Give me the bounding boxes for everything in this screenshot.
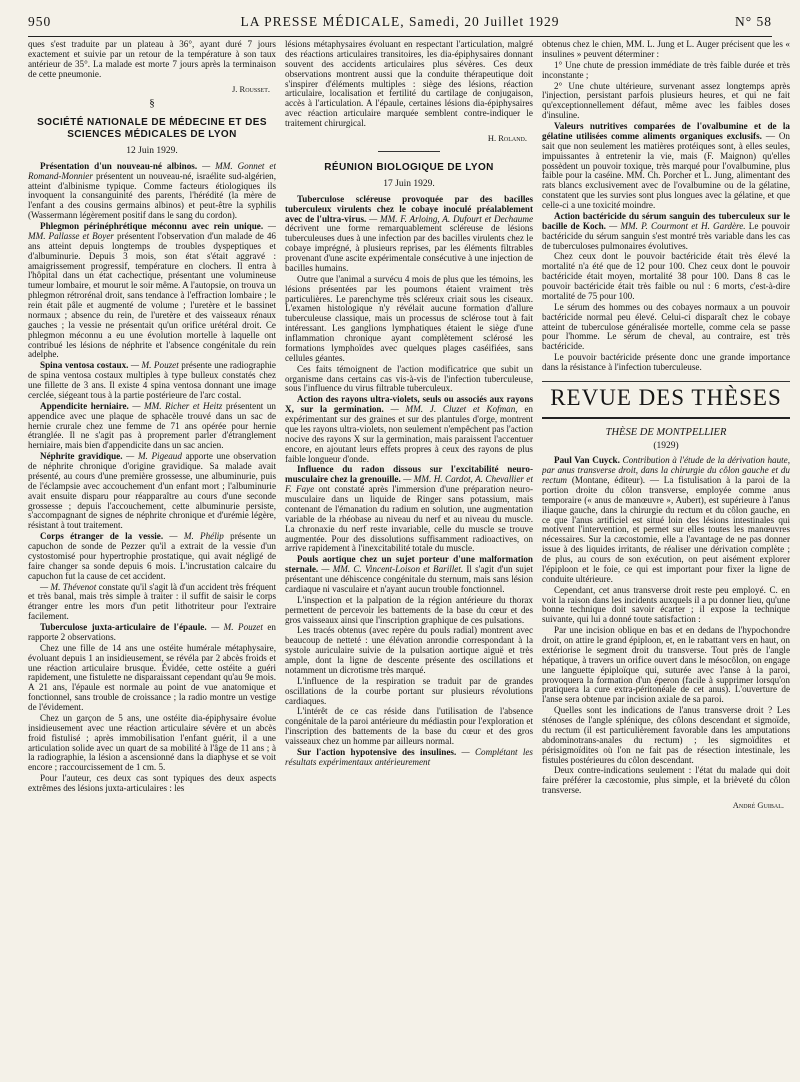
thesis-place: THÈSE DE MONTPELLIER <box>605 426 727 438</box>
paragraph-authors: — M. Pouzet <box>128 360 179 371</box>
society-date: 17 Juin 1929. <box>383 178 435 189</box>
paragraph-heading: Spina ventosa costaux. <box>40 360 129 371</box>
paragraph-text: en rapporte 2 observations. <box>28 622 276 642</box>
paragraph-text: présente un capuchon de sonde de Pezzer qu'il a extrait de la vessie d'un cystostomisé pour hypertrophie prostatique, qui avait négligé de faire changer sa sonde depuis 6 mois. L'incrustation calcaire du capuchon fut la cause de cet accident. <box>28 531 276 581</box>
running-header <box>28 8 772 37</box>
article-continuation: lésions métaphysaires évoluant en respectant l'articulation, malgré des réactions articulaires transitoires, les dia-épiphysaires donnant souvent des accidents articulaires plus sévères. Ces deux observations montrent aussi que la conduite thérapeutique doit s'inspirer d'éléments multiples : siège des lésions, réaction articulaire, localisation et fertilité du cartilage de conjugaison, accès à l'articulation. A l'épaule, certaines lésions dia-épiphysaires avec réaction articulaire marquée semblent contre-indiquer le traitement chirurgical. <box>285 40 533 128</box>
paragraph-text: (Montane, éditeur). — La fistulisation à la paroi de la portion droite du côlon transverse, employée comme anus temporaire (« anus de manœuvre », Aubert), est supérieure à l'anus iliaque gauche, dans la chirurgie du rectum et du côlon gauche, en ce que l'anus artificiel est situé loin des lésions intestinales qui motivent l'intervention, et permet sur elles toutes les manœuvres nécessaires. Sur la cæcostomie, elle a l'avantage de ne pas donner issue à des liquides irritants, de réaliser une dérivation complète ; de plus, au cours de son exécution, on peut aisément explorer l'épiploon et le foie, ce qui est important pour fixer la ligne de conduite ultérieure. <box>542 475 790 584</box>
paragraph-text: présentent un appendice avec une plaque de sphacèle trouvé dans un sac de hernie crurale chez une femme de 71 ans opérée pour hernie étranglée. Il ne s'agit pas à proprement parler d'étranglement herniaire, mais bien d'appendicite dans un sac ancien. <box>28 400 276 451</box>
paragraph-text: présente une radiographie de spina ventosa costaux multiples à type bulleux constatés chez une fillette de 3 ans. Il existe 4 spina ventosa donnant une image cerclée, siégeant tous à la partie postérieure de l'arc costal. <box>28 360 276 400</box>
paragraph <box>28 774 276 794</box>
ornament: § <box>149 96 155 109</box>
paragraph <box>285 195 533 274</box>
paragraph-text: Le sérum des hommes ou des cobayes normaux a un pouvoir bactéricide normal peu élevé. Celui-ci disparaît chez le cobaye atteint de tuberculose généralisée mortelle, comme cela se passe pour l'homme. Le sérum de cheval, au contraire, est très bactéricide. <box>542 301 790 352</box>
paragraph-heading: Corps étranger de la vessie. <box>40 531 164 542</box>
paragraph-text: 2° Une chute ultérieure, survenant assez longtemps après l'injection, persistant parfois plusieurs heures, et qui ne fait qu'exceptionnellement défaut, même avec les faibles doses d'insuline. <box>542 80 790 121</box>
paragraph-text: présentent l'observation d'un malade de 46 ans atteint depuis longtemps de troubles dyspeptiques et d'albuminurie. Depuis 3 mois, son état s'était aggravé : amaigrissement progressif, température en clochers. Il entra à l'hôpital dans un état cachectique, présentant une volumineuse tumeur lombaire, et mourut le soir même. A l'autopsie, on trouva un phlegmon rétrorénal droit, sans tendance à l'effraction lombaire ; le rein était pâle et augmenté de volume ; l'uretère et le bassinet normaux ; absence du rein, de l'uretère et des vaisseaux rénaux gauches ; la vessie ne présentait qu'un orifice urétéral droit. Ce phlegmon méconnu a eu une évolution mortelle à laquelle ont contribué les lésions de néphrite et l'absence congénitale du rein adelphe. <box>28 230 276 360</box>
paragraph <box>542 456 790 584</box>
paragraph-heading: Valeurs nutritives comparées de l'ovalbumine et de la gélatine utilisées comme aliments organiques exclusifs. <box>542 121 790 141</box>
paragraph-authors: — Complétant les résultats expérimentaux antérieurement <box>285 746 533 767</box>
paragraph <box>542 766 790 796</box>
paragraph-authors: — M. Thévenot <box>40 581 97 592</box>
paragraph-list <box>542 40 790 373</box>
paragraph-text: Il s'agit d'un sujet présentant une déhiscence congénitale du sternum, mais sans lésion cardiaque ni vasculaire et n'ayant aucun trouble fonctionnel. <box>285 564 533 594</box>
paragraph-text: Pour l'auteur, ces deux cas sont typiques des deux aspects extrêmes des lésions juxta-articulaires : les <box>28 773 276 794</box>
paragraph-heading: Tuberculose juxta-articulaire de l'épaule. <box>40 622 207 633</box>
paragraph-authors: Contribution à l'étude de la dérivation haute, par anus transverse droit, dans la chirurgie du côlon gauche et du rectum <box>542 455 790 486</box>
paragraph <box>285 707 533 747</box>
column-1 <box>28 40 276 1078</box>
paragraph-text: Cependant, cet anus transverse droit reste peu employé. C. en voit la raison dans les incidents auxquels il a pu donner lieu, qu'une bonne technique doit savoir écarter ; il expose la technique suivante, qui lui a donné toute satisfaction : <box>542 584 790 625</box>
paragraph-text: Le pouvoir bactéricide présente donc une grande importance dans la résistance à l'infection tuberculeuse. <box>542 352 790 372</box>
paragraph-heading: Phlegmon périnéphrétique méconnu avec rein unique. <box>40 221 264 232</box>
paragraph-heading: Action des rayons ultra-violets, seuls ou associés aux rayons X, sur la germination. <box>285 394 533 415</box>
paragraph-heading: Paul Van Cuyck. <box>554 455 620 466</box>
paragraph <box>542 626 790 705</box>
paragraph-authors: — MM. Gonnet et Romand-Monnier <box>28 160 276 181</box>
society-date: 12 Juin 1929. <box>126 145 178 156</box>
paragraph <box>28 623 276 643</box>
paragraph-list <box>285 195 533 768</box>
paragraph <box>285 555 533 595</box>
divider <box>378 151 440 152</box>
paragraph-authors: — M. Phélip <box>163 531 224 542</box>
review-title: REVUE DES THÈSES <box>550 384 782 410</box>
paragraph <box>285 677 533 707</box>
paragraph-text: Deux contre-indications seulement : l'état du malade qui doit faire préférer la cæcostomie, plus simple, et la brièveté du côlon transverse. <box>542 765 790 796</box>
paragraph <box>542 706 790 765</box>
paragraph <box>542 122 790 211</box>
paragraph-authors: — MM. C. Vincent-Loison et Barillet. <box>318 564 464 575</box>
divider <box>542 381 790 382</box>
paragraph-text: 1° Une chute de pression immédiate de très faible durée et très inconstante ; <box>542 59 790 80</box>
paragraph <box>285 748 533 768</box>
paragraph <box>285 596 533 626</box>
paragraph-authors: — MM. F. Arloing, A. Dufourt et Dechaume <box>366 213 533 224</box>
society-title: RÉUNION BIOLOGIQUE DE LYON <box>324 162 494 174</box>
paragraph-authors: — M. Pigeaud <box>122 451 182 462</box>
paragraph <box>542 586 790 626</box>
paragraph <box>28 162 276 221</box>
paragraph-heading: Sur l'action hypotensive des insulines. <box>297 746 457 757</box>
paragraph-text: Chez une fille de 14 ans une ostéite humérale métaphysaire, évoluant depuis 1 an insidieusement, se révéla par 2 abcès froids et une réaction articulaire brusque. Évidée, cette ostéite a guéri rapidement, une fistulette ne disparaissant cependant qu'au 9e mois. A 21 ans, l'épaule est normale au point de vue anatomique et fonctionnel, sans trouble de croissance ; la radio montre un vestige de l'évidement. <box>28 642 276 713</box>
paragraph <box>285 465 533 554</box>
paragraph-heading: Influence du radon dissous sur l'excitabilité neuro-musculaire chez la grenouille. <box>285 464 533 485</box>
paragraph <box>28 532 276 581</box>
paragraph-text: en expérimentant sur des graines et sur des plantules d'orge, montrent que les rayons ultra-violets, non seulement n'empêchent pas l'action nocive des rayons X sur la germination, mais paraissent l'accentuer encore, en ajoutant leurs effets propres à ceux des rayons de plus faible longueur d'onde. <box>285 404 533 464</box>
society-title: SOCIÉTÉ NATIONALE DE MÉDECINE ET DES SCIENCES MÉDICALES DE LYON <box>37 116 267 141</box>
paragraph <box>285 365 533 395</box>
paragraph <box>542 40 790 60</box>
paragraph-text: Les tracés obtenus (avec repère du pouls radial) montrent avec beaucoup de netteté : une élévation anrondie correspondant à la systole auriculaire suivie de la pulsation aortique aiguë et très ample, dont la ligne de descente présente des oscillations et notamment un dicrotisme très marqué. <box>285 625 533 675</box>
paragraph-text: Ces faits témoignent de l'action modificatrice que subit un organisme dans certains cas vis-à-vis de l'infection tuberculeuse, sous l'influence du virus filtrable tuberculeux. <box>285 363 533 394</box>
issue-number: N° 58 <box>734 14 772 29</box>
column-2 <box>285 40 533 1078</box>
paragraph-authors: — MM. H. Cardot, A. Chevallier et F. Faye <box>285 474 533 495</box>
paragraph-text: constate qu'il s'agit là d'un accident très fréquent et très banal, mais très simple à traiter : il suffit de saisir le corps étranger entre les mors d'un petit lithotriteur pour l'extraire facilement. <box>28 581 276 622</box>
paragraph-text: Par une incision oblique en bas et en dedans de l'hypochondre droit, on attire le grand épiploon, et, en le rabattant vers en haut, on extériorise le segment droit du transverse. Tout près de l'angle hépatique, à travers un orifice ouvert dans le mésocôlon, on engage une languette épiploïque qui, suturée avec l'anse à la paroi, provoquera la formation d'un éperon (facile à supprimer lorsqu'on pratiquera la cure extra-péritonéale de cet anus). L'ouverture de l'anse sera obtenue par incision axiale de sa paroi. <box>542 625 790 705</box>
paragraph <box>28 714 276 773</box>
paragraph <box>28 402 276 451</box>
paragraph <box>542 61 790 81</box>
paragraph-authors: — MM. Richer et Heitz <box>128 400 223 411</box>
paragraph-heading: Action bactéricide du sérum sanguin des tuberculeux sur le bacille de Koch. <box>542 210 790 231</box>
paragraph <box>28 361 276 401</box>
paragraph-text: Quelles sont les indications de l'anus transverse droit ? Les sténoses de l'angle splénique, des côlons descendant et sigmoïde, du rectum (il est particulièrement favorable dans les amputations abdominotrans-anales du rectum) ; les sigmoïdites et périsigmoïdites où l'on ne fait pas de résection intestinale, les fistules postérieures du côlon descendant. <box>542 705 790 765</box>
paragraph-heading: Présentation d'un nouveau-né albinos. <box>40 160 198 171</box>
paragraph-text: Outre que l'animal a survécu 4 mois de plus que les témoins, les lésions présentées par les poumons étaient vraiment très particulières. Le parenchyme très scléreux criait sous les ciseaux. L'examen histologique n'y révélait aucune formation d'allure tuberculeuse classique, mais un processus de sclérose tout à fait intéressant. Les ganglions lymphatiques étaient le siège d'une inflammation chronique ayant complètement sclérosé les formations lymphoïdes avec quelques plages caséifiées, sans cellules géantes. <box>285 273 533 363</box>
paragraph-authors: — MM. J. Cluzet et Kofman, <box>383 404 518 415</box>
paragraph-text: L'influence de la respiration se traduit par de grandes oscillations de la courbe portant sur plusieurs révolutions cardiaques. <box>285 675 533 706</box>
journal-title: LA PRESSE MÉDICALE, Samedi, 20 Juillet 1929 <box>240 14 560 29</box>
paragraph <box>28 644 276 713</box>
paragraph-text: L'inspection et la palpation de la région antérieure du thorax permettent de percevoir les battements de la base du cœur et des gros vaisseaux ainsi que l'inscription graphique de ces pulsations. <box>285 594 533 625</box>
thesis-paragraph-list <box>542 456 790 796</box>
paragraph-text: présentent un nouveau-né, israélite sud-algérien, atteint d'albinisme typique. Comme facteurs étiologiques ils invoquent la consanguinité des parents, l'hérédité (la mère de l'enfant a des cousins germains albinos) et peut-être la syphilis (Wassermann légèrement positif dans le sang du cordon). <box>28 170 276 221</box>
thesis-year: (1929) <box>653 441 679 452</box>
paragraph-authors: — MM. P. Courmont et H. Gardère. <box>605 220 746 231</box>
paragraph <box>28 583 276 623</box>
paragraph-text: Chez un garçon de 5 ans, une ostéite dia-épiphysaire évolue insidieusement avec une réaction articulaire sévère et un abcès froid fistulisé ; après immobilisation l'enfant guérit, il a une articulation solide avec un quart de sa mobilité à l'âge de 11 ans ; à la radiographie, la lésion a ascensionné dans la diaphyse et se voit encore ; raccourcissement de 1 cm. 5. <box>28 712 276 773</box>
paragraph <box>542 303 790 352</box>
paragraph <box>28 222 276 360</box>
paragraph-authors: — MM. Pallasse et Boyer <box>28 221 276 241</box>
page-number: 950 <box>28 14 52 29</box>
paragraph <box>285 626 533 675</box>
paragraph-text: décrivent une forme remarquablement scléreuse de lésions tuberculeuses dues à une infection par des bacilles virulents chez le cobaye imprégné, à plusieurs reprises, par les éléments filtrables provenant d'une ascite expérimentale consécutive à une injection de bacilles humains. <box>285 223 533 273</box>
paragraph-text: ont constaté après l'immersion d'une préparation neuro-musculaire dans un liquide de Ringer sans potassium, mais contenant de l'émanation du radium en solution, une augmentation variable de la rhéobase au niveau du nerf et au niveau du muscle. La chronaxie du nerf reste invariable, celle du muscle se trouve augmentée. Pour des dissolutions suffisamment radioactives, on arrive rapidement à l'inexcitabilité totale du muscle. <box>285 484 533 554</box>
paragraph <box>542 353 790 373</box>
paragraph <box>542 82 790 122</box>
paragraph <box>542 212 790 252</box>
paragraph <box>285 395 533 464</box>
paragraph-heading: Appendicite herniaire. <box>40 400 129 411</box>
paragraph <box>285 275 533 364</box>
divider <box>542 417 790 419</box>
column-3 <box>542 40 790 1078</box>
paragraph-text: — On sait que non seulement les matières protéiques sont, à elles seules, impuissantes à entretenir la vie, mais (F. Maignon) qu'elles possèdent un pouvoir toxique, très marqué pour l'ovalbumine, plus faible pour la caséine. MM. Ch. Porcher et L. Jung, alimentant des rats blancs exclusivement avec de l'ovalbumine ou de la gélatine, constatent que les survies sont plus longues avec la gélatine, et que celle-ci a une toxicité moindre. <box>542 130 790 210</box>
article-continuation: ques s'est traduite par un plateau à 36°, ayant duré 7 jours exactement et suivie par un retour de la température à son taux antérieur de 35°. La malade est morte 7 jours après la terminaison de cette pneumonie. <box>28 40 276 79</box>
paragraph <box>542 252 790 301</box>
paragraph-heading: Pouls aortique chez un sujet porteur d'une malformation sternale. <box>285 554 533 575</box>
paragraph-text: obtenus chez le chien, MM. L. Jung et L. Auger précisent que les « insulines » peuvent déterminer : <box>542 40 790 59</box>
paragraph-list <box>28 162 276 794</box>
signature: J. Rousset. <box>231 83 270 94</box>
signature: H. Roland. <box>487 132 527 143</box>
paragraph-text: L'intérêt de ce cas réside dans l'utilisation de l'absence congénitale de la paroi antérieure du médiastin pour l'exploration et l'inscription des battements de la base du cœur et des gros vaisseaux chez un homme par ailleurs normal. <box>285 706 533 747</box>
paragraph-heading: Tuberculose scléreuse provoquée par des bacilles tuberculeux virulents chez le cobaye inoculé préalablement avec de l'ultra-virus. <box>285 193 533 224</box>
paragraph-text: Chez ceux dont le pouvoir bactéricide était très élevé la mortalité n'a été que de 12 pour 100. Chez ceux dont le pouvoir bactéricide était moyen, mortalité 38 pour 100. Dans 8 cas le pouvoir bactéricide était très faible ou nul : 6 morts, c'est-à-dire mortalité de 75 pour 100. <box>542 251 790 301</box>
paragraph-authors: — M. Pouzet <box>206 622 263 633</box>
paragraph <box>28 452 276 531</box>
paragraph-text: Le pouvoir bactéricide du sérum sanguin s'est montré très variable dans les cas de tuberculoses pulmonaires évolutives. <box>542 220 790 251</box>
paragraph-heading: Néphrite gravidique. <box>40 451 123 462</box>
signature: André Guibal. <box>732 800 784 811</box>
paragraph-text: apporte une observation de néphrite chronique d'origine gravidique. Sa malade avait présenté, au cours d'une première grossesse, une albuminurie, puis de l'éclampsie avec accouchement d'un enfant mort ; l'albuminurie avait ensuite disparu pour réapparaître au cours d'une seconde grossesse ; depuis l'accouchement, cette albuminurie persiste, s'accompagnant de signes de néphrite chronique et d'urémie légère, résistant à tout traitement. <box>28 451 276 531</box>
